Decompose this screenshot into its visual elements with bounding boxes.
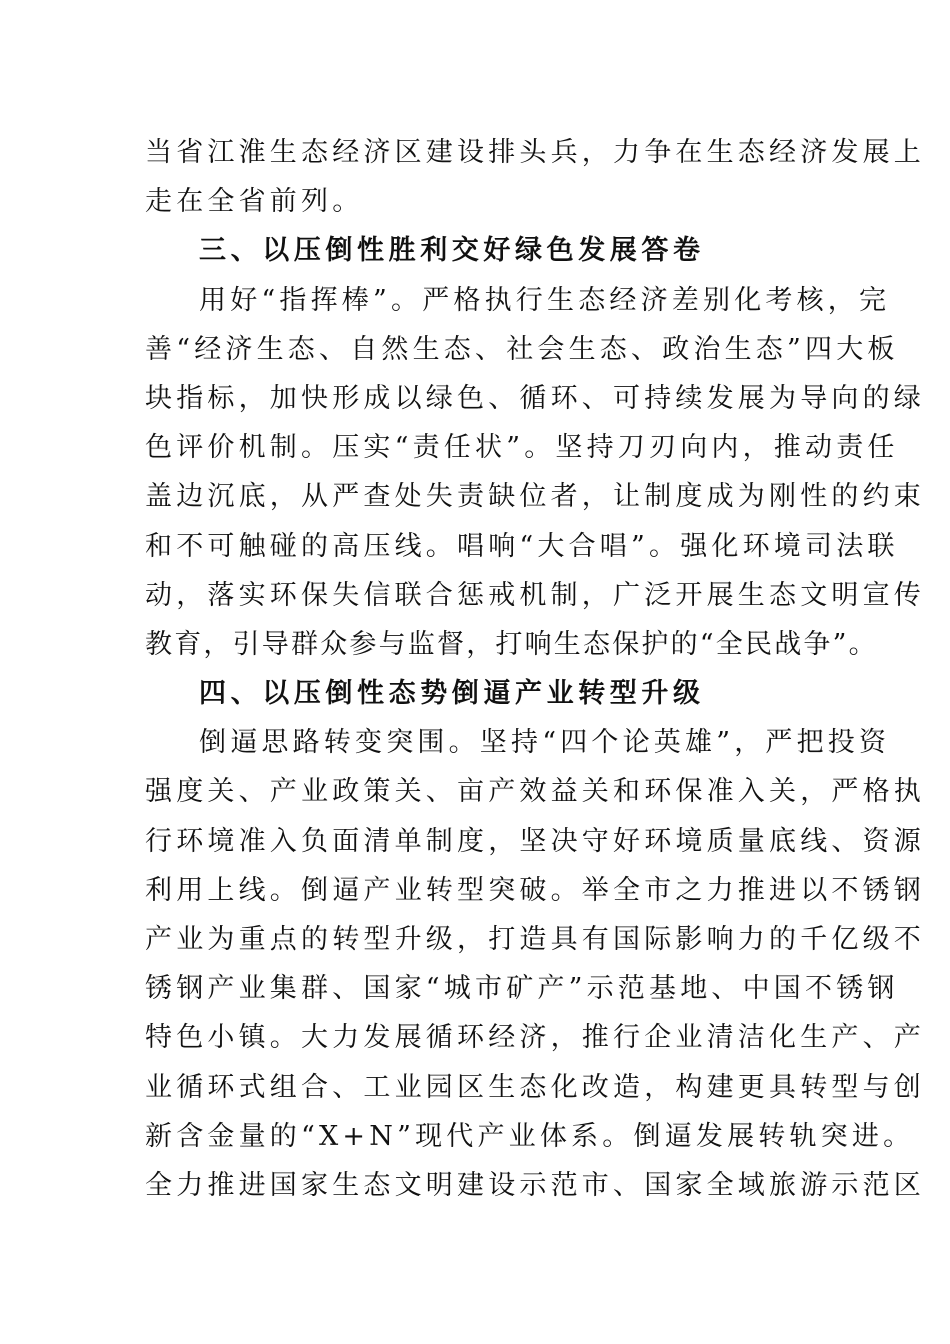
body-text-line: 锈钢产业集群、国家“城市矿产”示范基地、中国不锈钢 [145, 973, 899, 1005]
body-text-line: 业循环式组合、工业园区生态化改造，构建更具转型与创 [145, 1071, 925, 1103]
body-text-line: 新含金量的“X+N”现代产业体系。倒逼发展转轨突进。 [145, 1120, 915, 1152]
body-text-line: 用好“指挥棒”。严格执行生态经济差别化考核，完 [199, 284, 891, 316]
body-text-line: 走在全省前列。 [145, 186, 364, 218]
body-text-line: 产业为重点的转型升级，打造具有国际影响力的千亿级不 [145, 924, 925, 955]
body-text-line: 行环境准入负面清单制度，坚决守好环境质量底线、资源 [145, 825, 925, 857]
body-text-line: 善“经济生态、自然生态、社会生态、政治生态”四大板 [145, 333, 899, 365]
body-text-line: 全力推进国家生态文明建设示范市、国家全域旅游示范区 [145, 1169, 925, 1201]
body-text-line: 盖边沉底，从严查处失责缺位者，让制度成为刚性的约束 [145, 481, 925, 513]
section-heading: 三、以压倒性胜利交好绿色发展答卷 [199, 235, 705, 267]
body-text-line: 强度关、产业政策关、亩产效益关和环保准入关，严格执 [145, 776, 925, 808]
body-text-line: 块指标，加快形成以绿色、循环、可持续发展为导向的绿 [145, 382, 925, 414]
body-text-line: 色评价机制。压实“责任状”。坚持刀刃向内，推动责任 [145, 432, 899, 464]
body-text-line: 特色小镇。大力发展循环经济，推行企业清洁化生产、产 [145, 1022, 925, 1054]
body-text-line: 和不可触碰的高压线。唱响“大合唱”。强化环境司法联 [145, 530, 899, 562]
body-text-line: 动，落实环保失信联合惩戒机制，广泛开展生态文明宣传 [145, 579, 925, 611]
body-text-line: 教育，引导群众参与监督，打响生态保护的“全民战争”。 [145, 628, 878, 660]
section-heading: 四、以压倒性态势倒逼产业转型升级 [199, 678, 705, 710]
body-text-line: 倒逼思路转变突围。坚持“四个论英雄”，严把投资 [199, 727, 891, 759]
document-body [145, 128, 925, 1210]
body-text-line: 利用上线。倒逼产业转型突破。举全市之力推进以不锈钢 [145, 874, 925, 906]
body-text-line: 当省江淮生态经济区建设排头兵，力争在生态经济发展上 [145, 137, 925, 168]
